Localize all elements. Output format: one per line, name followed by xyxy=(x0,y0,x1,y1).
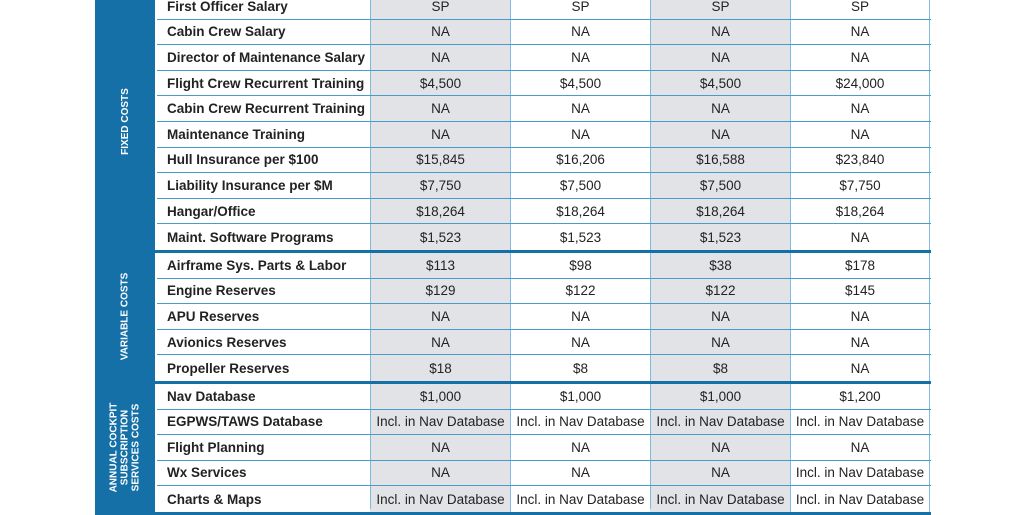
table-cell: NA xyxy=(650,96,790,121)
table-section xyxy=(95,253,931,384)
table-cell: $16,588 xyxy=(650,148,790,173)
table-cell: NA xyxy=(790,224,930,250)
table-cell: NA xyxy=(510,435,650,460)
table-row xyxy=(157,410,931,436)
table-cell: $38 xyxy=(650,253,790,278)
table-row xyxy=(157,461,931,487)
table-cell: NA xyxy=(510,96,650,121)
table-row xyxy=(157,0,931,20)
table-cell: $4,500 xyxy=(650,71,790,96)
table-row xyxy=(157,122,931,148)
table-row xyxy=(157,96,931,122)
table-cell: $178 xyxy=(790,253,930,278)
table-cell: $113 xyxy=(370,253,510,278)
table-cell: NA xyxy=(510,122,650,147)
table-cell: NA xyxy=(370,330,510,355)
table-cell: NA xyxy=(510,461,650,486)
table-cell: $1,000 xyxy=(370,384,510,409)
table-cell: NA xyxy=(370,122,510,147)
table-cell: Incl. in Nav Database xyxy=(650,410,790,435)
table-cell: NA xyxy=(650,435,790,460)
table-cell: $18,264 xyxy=(510,199,650,224)
table-cell: Incl. in Nav Database xyxy=(790,486,930,512)
table-cell: NA xyxy=(790,96,930,121)
table-cell: Incl. in Nav Database xyxy=(510,486,650,512)
table-cell: NA xyxy=(650,304,790,329)
table-cell: NA xyxy=(650,122,790,147)
row-label: Nav Database xyxy=(167,388,256,404)
section-label xyxy=(95,384,155,512)
table-cell: $1,523 xyxy=(370,224,510,250)
row-label: First Officer Salary xyxy=(167,0,288,14)
table-cell: NA xyxy=(650,20,790,45)
table-cell: $15,845 xyxy=(370,148,510,173)
table-cell: $98 xyxy=(510,253,650,278)
table-row xyxy=(157,173,931,199)
table-cell: NA xyxy=(790,20,930,45)
table-cell: $18,264 xyxy=(370,199,510,224)
row-label: Cabin Crew Salary xyxy=(167,24,286,40)
row-label: Director of Maintenance Salary xyxy=(167,49,366,65)
table-row xyxy=(157,279,931,305)
section-label-text: ANNUAL COCKPIT SUBSCRIPTION SERVICES COSTS xyxy=(108,402,142,493)
row-label: APU Reserves xyxy=(167,308,260,324)
table-row xyxy=(157,304,931,330)
table-cell: Incl. in Nav Database xyxy=(650,486,790,512)
table-cell: $1,200 xyxy=(790,384,930,409)
table-cell: Incl. in Nav Database xyxy=(370,410,510,435)
table-cell: NA xyxy=(650,45,790,70)
table-cell: Incl. in Nav Database xyxy=(510,410,650,435)
row-label: Liability Insurance per $M xyxy=(167,177,333,193)
row-label: Wx Services xyxy=(167,465,247,481)
row-label: Engine Reserves xyxy=(167,283,276,299)
table-cell: Incl. in Nav Database xyxy=(370,486,510,512)
table-cell: SP xyxy=(790,0,930,19)
table-row xyxy=(157,199,931,225)
table-cell: SP xyxy=(370,0,510,19)
table-cell: NA xyxy=(790,435,930,460)
table-cell: $18 xyxy=(370,355,510,381)
section-label-text: FIXED COSTS xyxy=(119,88,131,156)
table-cell: NA xyxy=(650,461,790,486)
table-cell: $7,500 xyxy=(510,173,650,198)
table-cell: $4,500 xyxy=(510,71,650,96)
table-cell: Incl. in Nav Database xyxy=(790,410,930,435)
row-label: Flight Crew Recurrent Training xyxy=(167,75,365,91)
row-label: Avionics Reserves xyxy=(167,334,287,350)
table-cell: $8 xyxy=(510,355,650,381)
table-section xyxy=(95,384,931,515)
table-row xyxy=(157,148,931,174)
section-label xyxy=(95,0,155,250)
row-label: Hull Insurance per $100 xyxy=(167,152,319,168)
table-cell: $7,750 xyxy=(370,173,510,198)
table-cell: SP xyxy=(650,0,790,19)
table-cell: $16,206 xyxy=(510,148,650,173)
table-cell: NA xyxy=(510,304,650,329)
table-cell: $1,000 xyxy=(650,384,790,409)
table-cell: $129 xyxy=(370,279,510,304)
table-cell: $8 xyxy=(650,355,790,381)
table-cell: $7,750 xyxy=(790,173,930,198)
row-label: Propeller Reserves xyxy=(167,360,290,376)
table-cell: NA xyxy=(370,20,510,45)
table-cell: $4,500 xyxy=(370,71,510,96)
table-cell: $24,000 xyxy=(790,71,930,96)
table-row xyxy=(157,45,931,71)
section-label xyxy=(95,253,155,381)
table-row xyxy=(157,253,931,279)
table-cell: $122 xyxy=(510,279,650,304)
table-cell: NA xyxy=(370,96,510,121)
table-cell: $18,264 xyxy=(790,199,930,224)
table-cell: $1,000 xyxy=(510,384,650,409)
table-cell: $1,523 xyxy=(650,224,790,250)
table-cell: NA xyxy=(790,304,930,329)
row-label: Charts & Maps xyxy=(167,491,262,507)
table-row xyxy=(157,71,931,97)
table-cell: NA xyxy=(370,45,510,70)
table-cell: Incl. in Nav Database xyxy=(790,461,930,486)
row-label: EGPWS/TAWS Database xyxy=(167,414,323,430)
table-cell: NA xyxy=(510,20,650,45)
row-label: Cabin Crew Recurrent Training xyxy=(167,101,366,117)
row-label: Flight Planning xyxy=(167,439,265,455)
row-label: Maint. Software Programs xyxy=(167,229,334,245)
table-cell: $18,264 xyxy=(650,199,790,224)
table-cell: NA xyxy=(650,330,790,355)
table-cell: SP xyxy=(510,0,650,19)
table-cell: NA xyxy=(790,330,930,355)
table-cell: NA xyxy=(510,330,650,355)
table-cell: NA xyxy=(370,435,510,460)
table-cell: NA xyxy=(510,45,650,70)
row-label: Airframe Sys. Parts & Labor xyxy=(167,257,347,273)
table-cell: NA xyxy=(790,45,930,70)
table-cell: $145 xyxy=(790,279,930,304)
table-cell: $1,523 xyxy=(510,224,650,250)
table-cell: $122 xyxy=(650,279,790,304)
table-cell: $7,500 xyxy=(650,173,790,198)
row-label: Maintenance Training xyxy=(167,126,306,142)
section-label-text: VARIABLE COSTS xyxy=(119,273,131,361)
table-cell: $23,840 xyxy=(790,148,930,173)
row-label: Hangar/Office xyxy=(167,203,256,219)
table-row xyxy=(157,384,931,410)
table-cell: NA xyxy=(370,304,510,329)
table-row xyxy=(157,224,931,250)
table-row xyxy=(157,435,931,461)
table-cell: NA xyxy=(370,461,510,486)
table-cell: NA xyxy=(790,355,930,381)
table-row xyxy=(157,355,931,381)
cost-table xyxy=(95,0,931,515)
table-cell: NA xyxy=(790,122,930,147)
table-row xyxy=(157,20,931,46)
table-row xyxy=(157,330,931,356)
table-section xyxy=(95,0,931,253)
